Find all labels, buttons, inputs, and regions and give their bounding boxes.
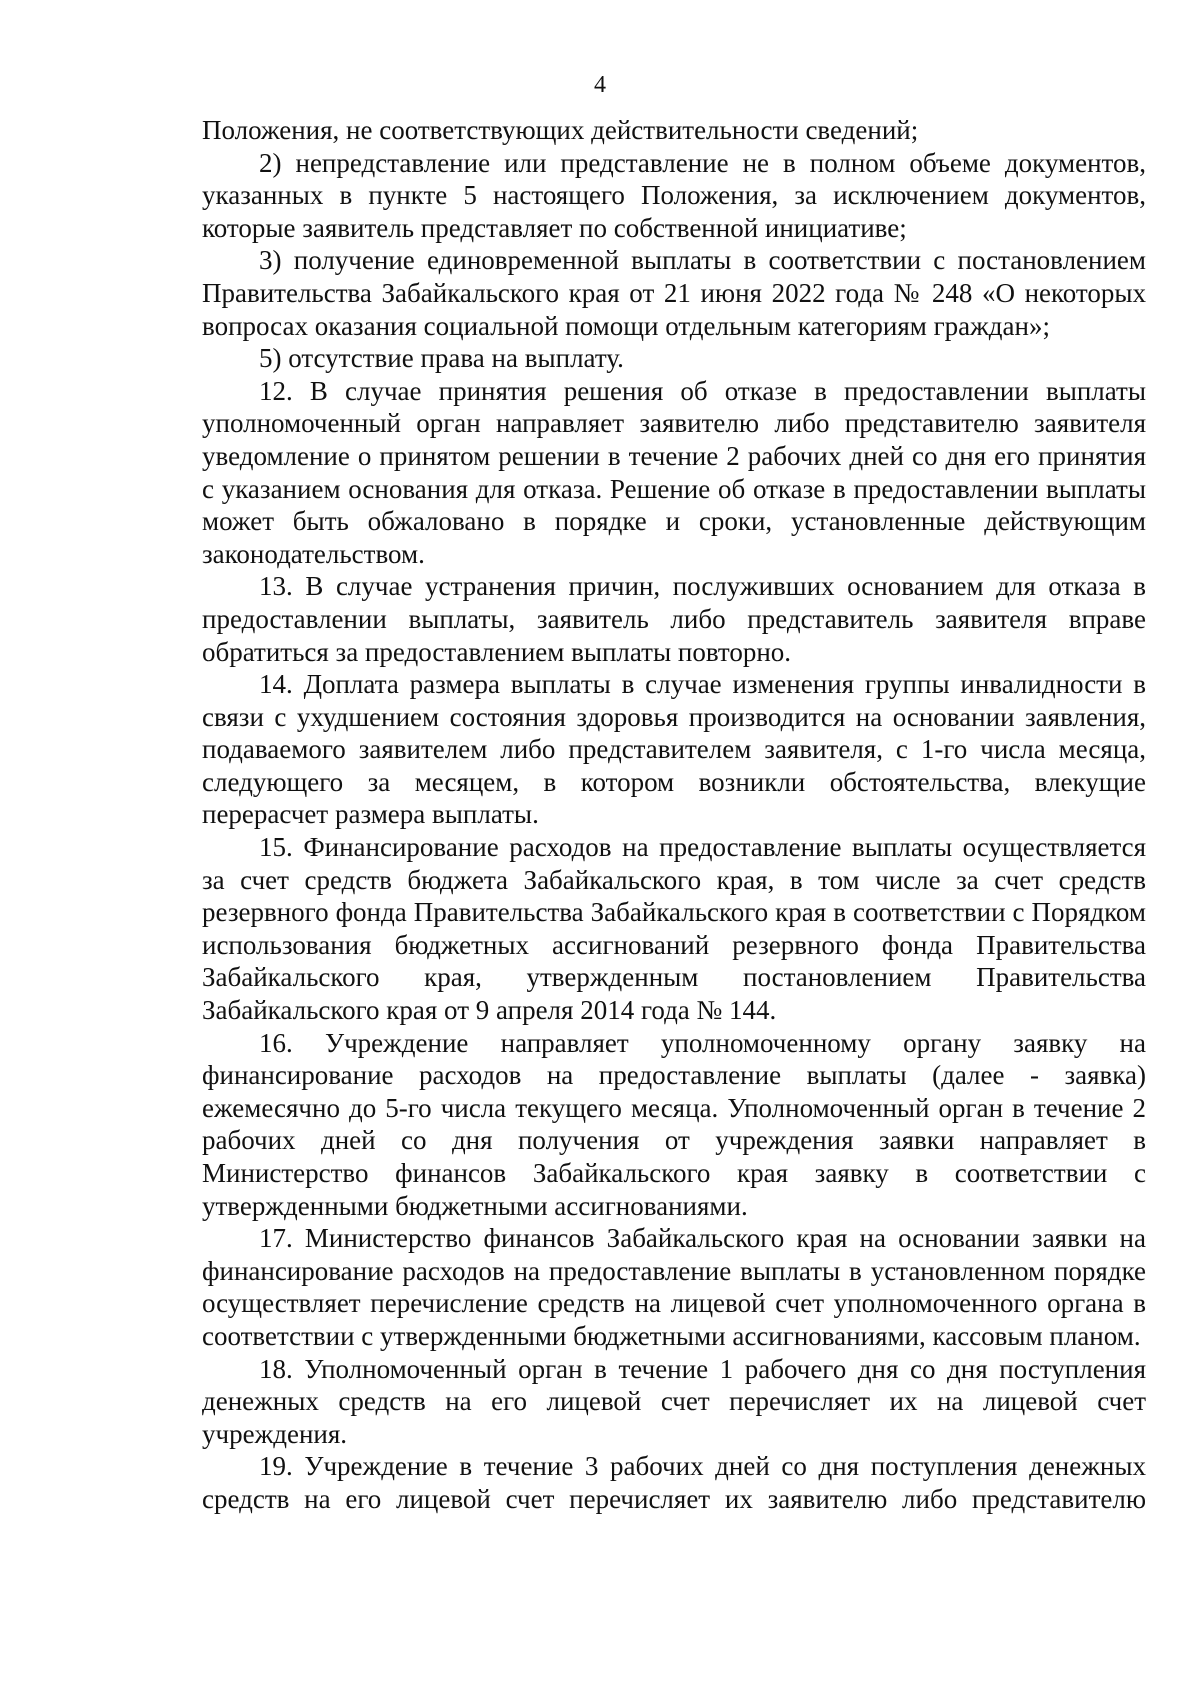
paragraph-item-3: 3) получение единовременной выплаты в соответствии с постановлением Правительства Забайкальского края от 21 июня 2022 года № 248 «О некоторых вопросах оказания социальной помощи отдельным категориям граждан»; <box>202 245 1146 341</box>
paragraph-continuation: Положения, не соответствующих действительности сведений; <box>202 115 919 145</box>
paragraph-15: 15. Финансирование расходов на предоставление выплаты осуществляется за счет средств бюджета Забайкальского края, в том числе за счет средств резервного фонда Правительства Забайкальского края в соответствии с Порядком использования бюджетных ассигнований резервного фонда Правительства Забайкальского края, утвержденным постановлением Правительства Забайкальского края от 9 апреля 2014 года № 144. <box>202 832 1146 1026</box>
paragraph-item-2: 2) непредставление или представление не в полном объеме документов, указанных в пункте 5 настоящего Положения, за исключением документов, которые заявитель представляет по собственной инициативе; <box>202 147 1146 243</box>
paragraph-16: 16. Учреждение направляет уполномоченному органу заявку на финансирование расходов на предоставление выплаты (далее - заявка) ежемесячно до 5-го числа текущего месяца. Уполномоченный орган в течение 2 рабочих дней со дня получения от учреждения заявки направляет в Министерство финансов Забайкальского края заявку в соответствии с утвержденными бюджетными ассигнованиями. <box>202 1027 1146 1221</box>
page-number: 4 <box>594 72 606 98</box>
paragraph-19: 19. Учреждение в течение 3 рабочих дней со дня поступления денежных средств на его лицевой счет перечисляет их заявителю либо представителю <box>202 1451 1146 1514</box>
paragraph-item-5: 5) отсутствие права на выплату. <box>259 343 624 374</box>
paragraph-18: 18. Уполномоченный орган в течение 1 рабочего дня со дня поступления денежных средств на его лицевой счет перечисляет их на лицевой счет учреждения. <box>202 1353 1146 1449</box>
paragraph-17: 17. Министерство финансов Забайкальского края на основании заявки на финансирование расходов на предоставление выплаты в установленном порядке осуществляет перечисление средств на лицевой счет уполномоченного органа в соответствии с утвержденными бюджетными ассигнованиями, кассовым планом. <box>202 1223 1146 1351</box>
paragraph-13: 13. В случае устранения причин, послуживших основанием для отказа в предоставлении выплаты, заявитель либо представитель заявителя вправе обратиться за предоставлением выплаты повторно. <box>202 571 1146 667</box>
paragraph-12: 12. В случае принятия решения об отказе в предоставлении выплаты уполномоченный орган направляет заявителю либо представителю заявителя уведомление о принятом решении в течение 2 рабочих дней со дня его принятия с указанием основания для отказа. Решение об отказе в предоставлении выплаты может быть обжаловано в порядке и сроки, установленные действующим законодательством. <box>202 375 1146 569</box>
document-body <box>202 114 1146 1516</box>
paragraph-14: 14. Доплата размера выплаты в случае изменения группы инвалидности в связи с ухудшением состояния здоровья производится на основании заявления, подаваемого заявителем либо представителем заявителя, с 1-го числа месяца, следующего за месяцем, в котором возникли обстоятельства, влекущие перерасчет размера выплаты. <box>202 669 1146 830</box>
